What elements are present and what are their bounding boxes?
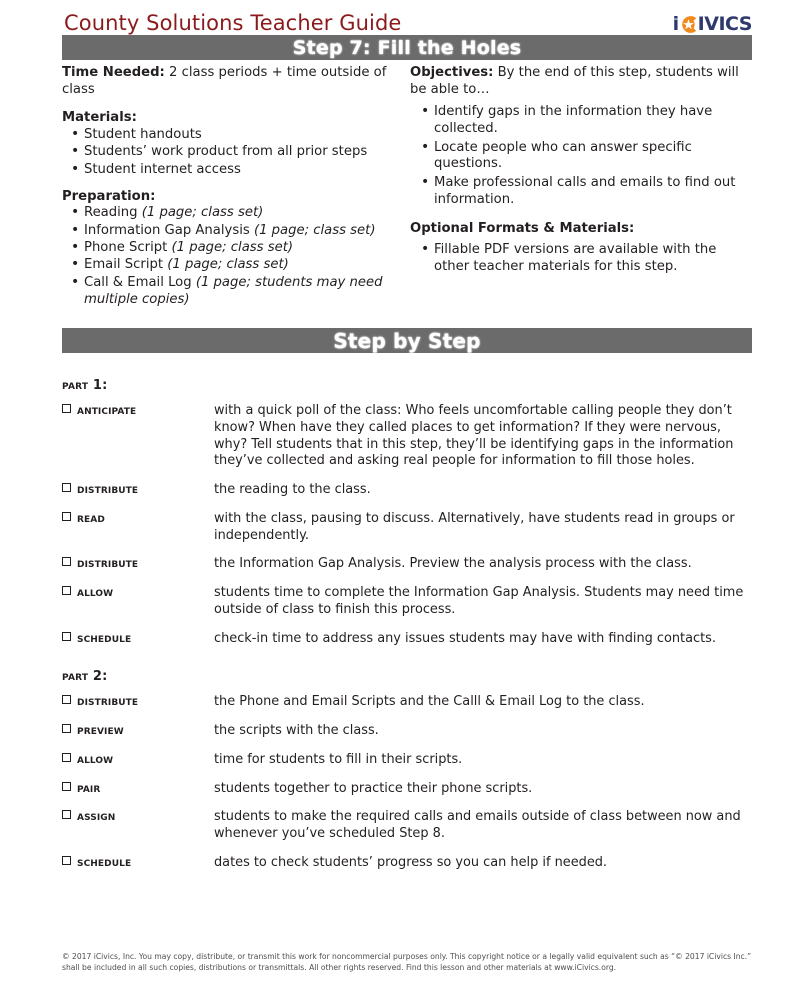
step-verb-label: anticipate — [77, 403, 137, 418]
step-verb-cell — [62, 809, 214, 826]
step-verb-cell — [62, 403, 214, 420]
checkbox-icon[interactable] — [62, 856, 71, 865]
step-row — [62, 855, 752, 872]
list-item: • Student internet access — [84, 162, 396, 179]
logo-c-star-icon — [679, 15, 698, 34]
step-row — [62, 752, 752, 769]
step-by-step-section — [62, 378, 752, 884]
step-verb-label: schedule — [77, 855, 132, 871]
page-title: County Solutions Teacher Guide — [64, 11, 402, 35]
prep-name: Email Script — [84, 257, 164, 273]
prep-detail: (1 page; class set) — [167, 257, 289, 273]
info-section — [62, 64, 752, 309]
list-item: • Identify gaps in the information they have collected. — [434, 104, 752, 138]
checkbox-icon[interactable] — [62, 753, 71, 762]
list-item: • Fillable PDF versions are available with the other teacher materials for this step. — [434, 242, 752, 276]
step-title-banner — [62, 35, 752, 60]
step-verb-cell — [62, 781, 214, 798]
step-verb-cell — [62, 855, 214, 872]
list-item — [84, 275, 396, 309]
preparation-label: Preparation: — [62, 188, 156, 204]
step-row — [62, 694, 752, 711]
icivics-logo — [673, 13, 752, 35]
checkbox-icon[interactable] — [62, 483, 71, 492]
step-verb-cell — [62, 585, 214, 602]
materials-label: Materials: — [62, 110, 137, 126]
step-by-step-banner — [62, 328, 752, 353]
step-title-text: Step 7: Fill the Holes — [292, 36, 522, 59]
step-verb-label: distribute — [77, 482, 139, 498]
step-verb-cell — [62, 694, 214, 711]
objectives-intro: By the end of this step, students will be able to… — [410, 65, 739, 98]
logo-letter-i: i — [672, 13, 679, 35]
step-by-step-text: Step by Step — [333, 328, 481, 353]
step-row — [62, 809, 752, 843]
step-description: the Phone and Email Scripts and the Calll & Email Log to the class. — [214, 694, 645, 710]
step-verb-cell — [62, 723, 214, 740]
step-verb-label: allow — [77, 751, 114, 767]
list-item: • Make professional calls and emails to find out information. — [434, 175, 752, 209]
preparation-list — [62, 205, 396, 308]
prep-detail: (1 page; students may need multiple copies) — [84, 274, 383, 307]
prep-detail: (1 page; class set) — [171, 240, 294, 256]
objectives-line — [410, 64, 752, 98]
info-right-column — [410, 64, 752, 309]
step-verb-label: read — [77, 510, 105, 526]
list-item — [84, 240, 396, 257]
step-description: the scripts with the class. — [214, 723, 379, 739]
objectives-list — [410, 104, 752, 208]
step-row — [62, 482, 752, 499]
checkbox-icon[interactable] — [62, 557, 71, 566]
step-verb-cell — [62, 631, 214, 648]
part-heading-2: part 2: — [62, 669, 108, 685]
step-description: the reading to the class. — [214, 482, 371, 498]
list-item: • Students’ work product from all prior steps — [84, 144, 396, 161]
prep-detail: (1 page; class set) — [141, 205, 264, 221]
step-description: with the class, pausing to discuss. Alternatively, have students read in groups or independently. — [214, 510, 735, 543]
list-item — [84, 257, 396, 274]
step-verb-label: allow — [77, 585, 114, 601]
step-row — [62, 556, 752, 573]
step-verb-cell — [62, 752, 214, 769]
prep-name: Information Gap Analysis — [84, 222, 250, 238]
footer-copyright: © 2017 iCivics, Inc. You may copy, distribute, or transmit this work for noncommercial purposes only. This copyright notice or a legally valid equivalent such as “© 2017 iCivics Inc.” shall be included in all such copies, distributions or transmittals. All other rights reserved. Find this lesson and other materials at www.iCivics.org. — [62, 952, 752, 972]
step-row — [62, 723, 752, 740]
step-verb-label: assign — [77, 809, 116, 825]
checkbox-icon[interactable] — [62, 810, 71, 819]
step-description: with a quick poll of the class: Who feels uncomfortable calling people they don’t know? When have they called places to get information? If they were nervous, why? Tell students that in this step, they’ll be identifying gaps in the information they’ve collected and asking real people for information to fill those holes. — [214, 403, 734, 469]
step-row — [62, 781, 752, 798]
step-verb-cell — [62, 556, 214, 573]
part-heading-1: part 1: — [62, 378, 108, 393]
list-item — [84, 205, 396, 222]
step-verb-label: distribute — [77, 556, 139, 572]
checkbox-icon[interactable] — [62, 724, 71, 733]
step-description: dates to check students’ progress so you can help if needed. — [214, 855, 608, 871]
step-verb-cell — [62, 511, 214, 528]
list-item: • Locate people who can answer specific questions. — [434, 140, 752, 174]
checkbox-icon[interactable] — [62, 586, 71, 595]
checkbox-icon[interactable] — [62, 404, 71, 413]
prep-name: Phone Script — [84, 240, 168, 256]
time-needed-line — [62, 64, 396, 98]
step-description: the Information Gap Analysis. Preview the analysis process with the class. — [214, 556, 692, 572]
step-verb-label: distribute — [77, 694, 139, 710]
optional-formats-list — [410, 242, 752, 276]
time-needed-label: Time Needed: — [62, 65, 165, 80]
prep-detail: (1 page; class set) — [253, 222, 376, 238]
list-item: • Student handouts — [84, 127, 396, 144]
step-description: students to make the required calls and emails outside of class between now and whenever you’ve scheduled Step 8. — [214, 809, 741, 842]
step-row — [62, 585, 752, 619]
checkbox-icon[interactable] — [62, 782, 71, 791]
time-needed-value: 2 class periods + time outside of class — [62, 65, 387, 98]
step-row — [62, 403, 752, 470]
materials-list — [62, 127, 396, 179]
logo-letters-ivics: IVICS — [697, 13, 752, 35]
step-row — [62, 631, 752, 648]
prep-name: Call & Email Log — [84, 274, 192, 290]
checkbox-icon[interactable] — [62, 512, 71, 521]
optional-formats-label: Optional Formats & Materials: — [410, 220, 635, 236]
info-left-column — [62, 64, 410, 309]
objectives-label: Objectives: — [410, 65, 494, 80]
prep-name: Reading — [84, 205, 138, 221]
checkbox-icon[interactable] — [62, 695, 71, 704]
list-item — [84, 223, 396, 240]
step-description: students time to complete the Information Gap Analysis. Students may need time outside of class to finish this process. — [214, 585, 744, 617]
step-description: students together to practice their phone scripts. — [214, 780, 533, 796]
step-verb-cell — [62, 482, 214, 499]
step-row — [62, 511, 752, 545]
step-verb-label: pair — [77, 780, 101, 796]
step-description: check-in time to address any issues students may have with finding contacts. — [214, 630, 716, 646]
step-verb-label: schedule — [77, 630, 132, 646]
step-description: time for students to fill in their scripts. — [214, 751, 463, 767]
step-verb-label: preview — [77, 723, 124, 739]
checkbox-icon[interactable] — [62, 632, 71, 641]
